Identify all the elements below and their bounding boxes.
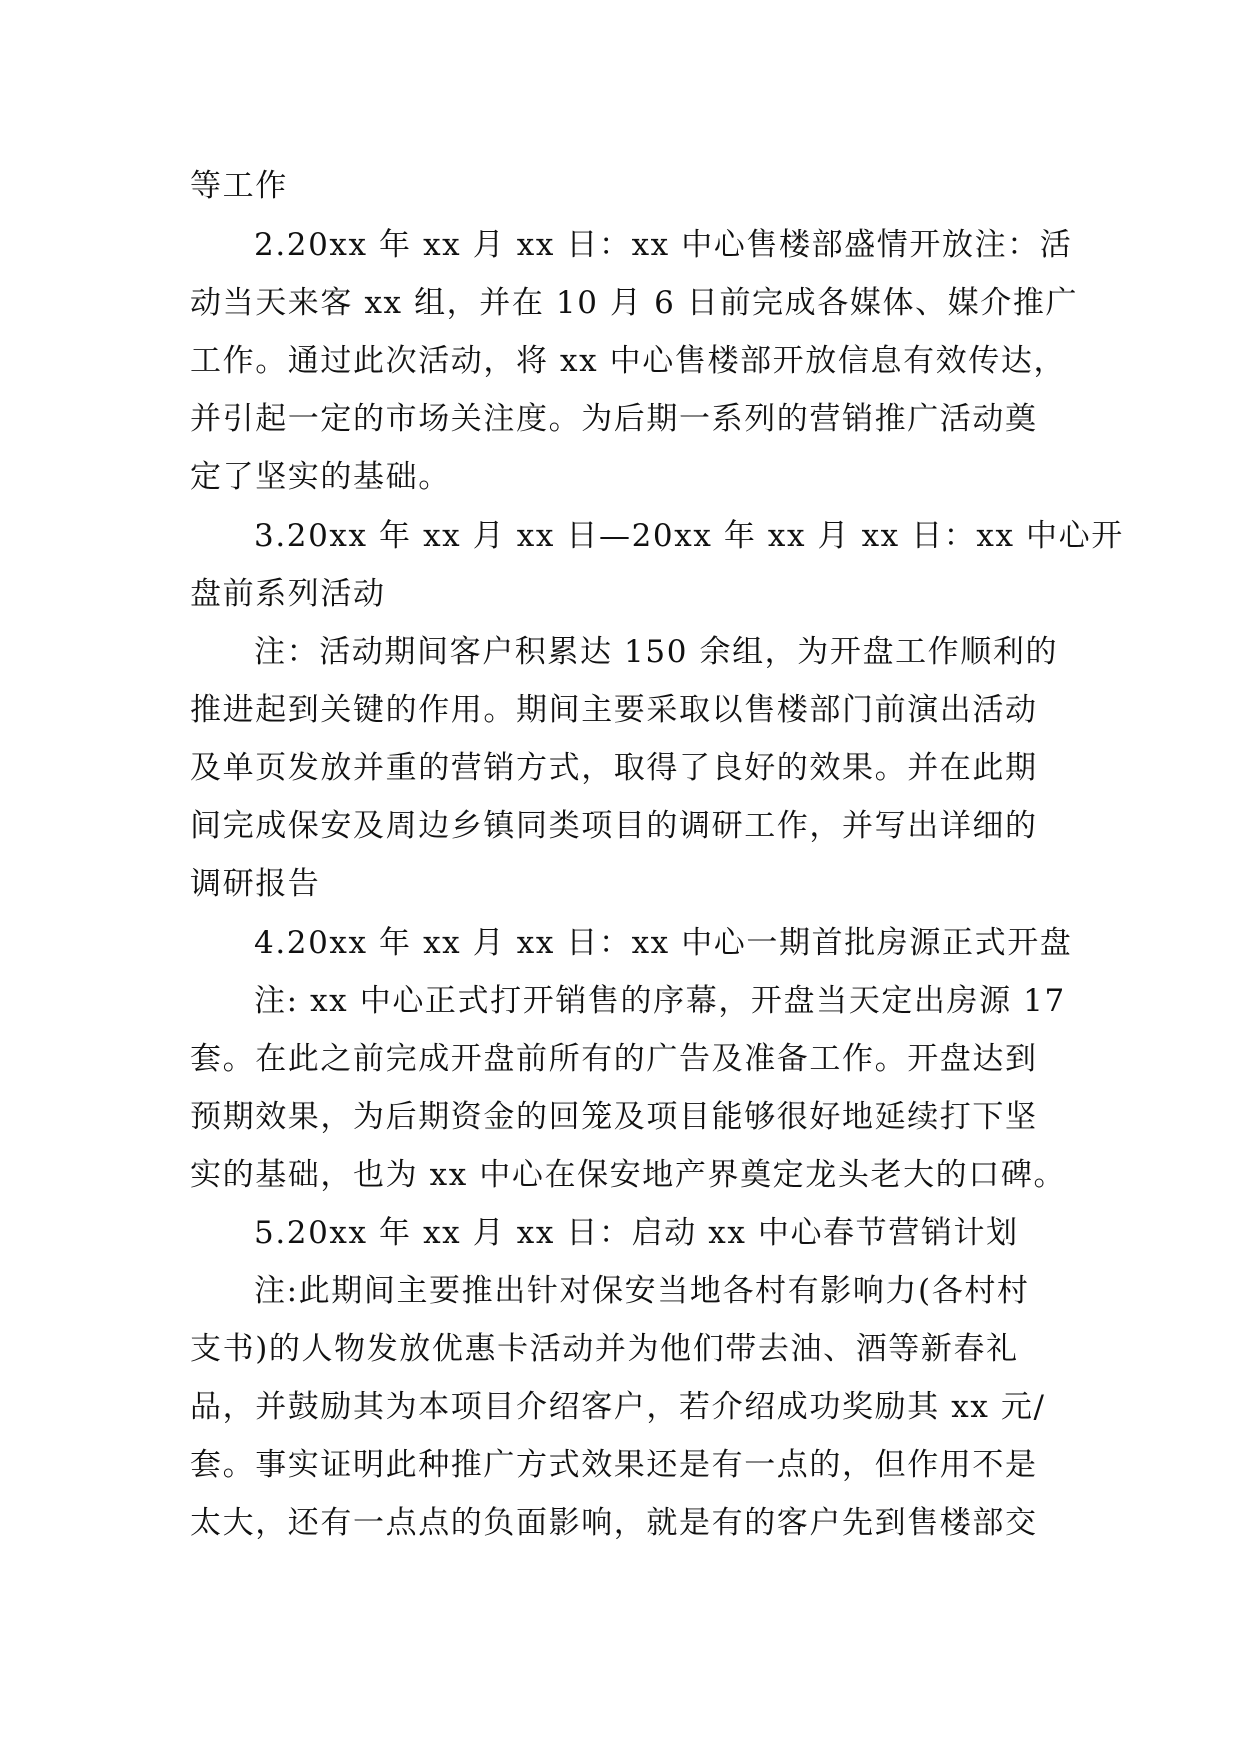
text-line: 及单页发放并重的营销方式，取得了良好的效果。并在此期: [190, 750, 1038, 786]
list-item-3: 3.20xx 年 xx 月 xx 日—20xx 年 xx 月 xx 日：xx 中心开: [254, 518, 1124, 554]
text-line: 实的基础，也为 xx 中心在保安地产界奠定龙头老大的口碑。: [190, 1157, 1067, 1193]
text-line: 间完成保安及周边乡镇同类项目的调研工作，并写出详细的: [190, 808, 1038, 844]
text-line: 推进起到关键的作用。期间主要采取以售楼部门前演出活动: [190, 692, 1038, 728]
text-line: 太大，还有一点点的负面影响，就是有的客户先到售楼部交: [190, 1505, 1038, 1541]
text-line: 等工作: [190, 168, 288, 204]
text-line: 动当天来客 xx 组，并在 10 月 6 日前完成各媒体、媒介推广: [190, 285, 1079, 321]
text-line: 调研报告: [190, 866, 321, 902]
text-line: 套。事实证明此种推广方式效果还是有一点的，但作用不是: [190, 1447, 1038, 1483]
note-paragraph: 注: xx 中心正式打开销售的序幕，开盘当天定出房源 17: [254, 983, 1066, 1019]
text-line: 定了坚实的基础。: [190, 459, 451, 495]
text-line: 并引起一定的市场关注度。为后期一系列的营销推广活动奠: [190, 401, 1038, 437]
text-line: 盘前系列活动: [190, 576, 386, 612]
list-item-5: 5.20xx 年 xx 月 xx 日：启动 xx 中心春节营销计划: [254, 1215, 1019, 1251]
note-paragraph: 注:此期间主要推出针对保安当地各村有影响力(各村村: [254, 1273, 1030, 1309]
list-item-4: 4.20xx 年 xx 月 xx 日：xx 中心一期首批房源正式开盘: [254, 925, 1073, 961]
list-item-2: 2.20xx 年 xx 月 xx 日：xx 中心售楼部盛情开放注：活: [254, 227, 1073, 263]
note-paragraph: 注：活动期间客户积累达 150 余组，为开盘工作顺利的: [254, 634, 1059, 670]
text-line: 预期效果，为后期资金的回笼及项目能够很好地延续打下坚: [190, 1099, 1038, 1135]
text-line: 支书)的人物发放优惠卡活动并为他们带去油、酒等新春礼: [190, 1331, 1019, 1367]
text-line: 品，并鼓励其为本项目介绍客户，若介绍成功奖励其 xx 元/: [190, 1389, 1046, 1425]
text-line: 工作。通过此次活动，将 xx 中心售楼部开放信息有效传达，: [190, 343, 1067, 379]
text-line: 套。在此之前完成开盘前所有的广告及准备工作。开盘达到: [190, 1041, 1038, 1077]
